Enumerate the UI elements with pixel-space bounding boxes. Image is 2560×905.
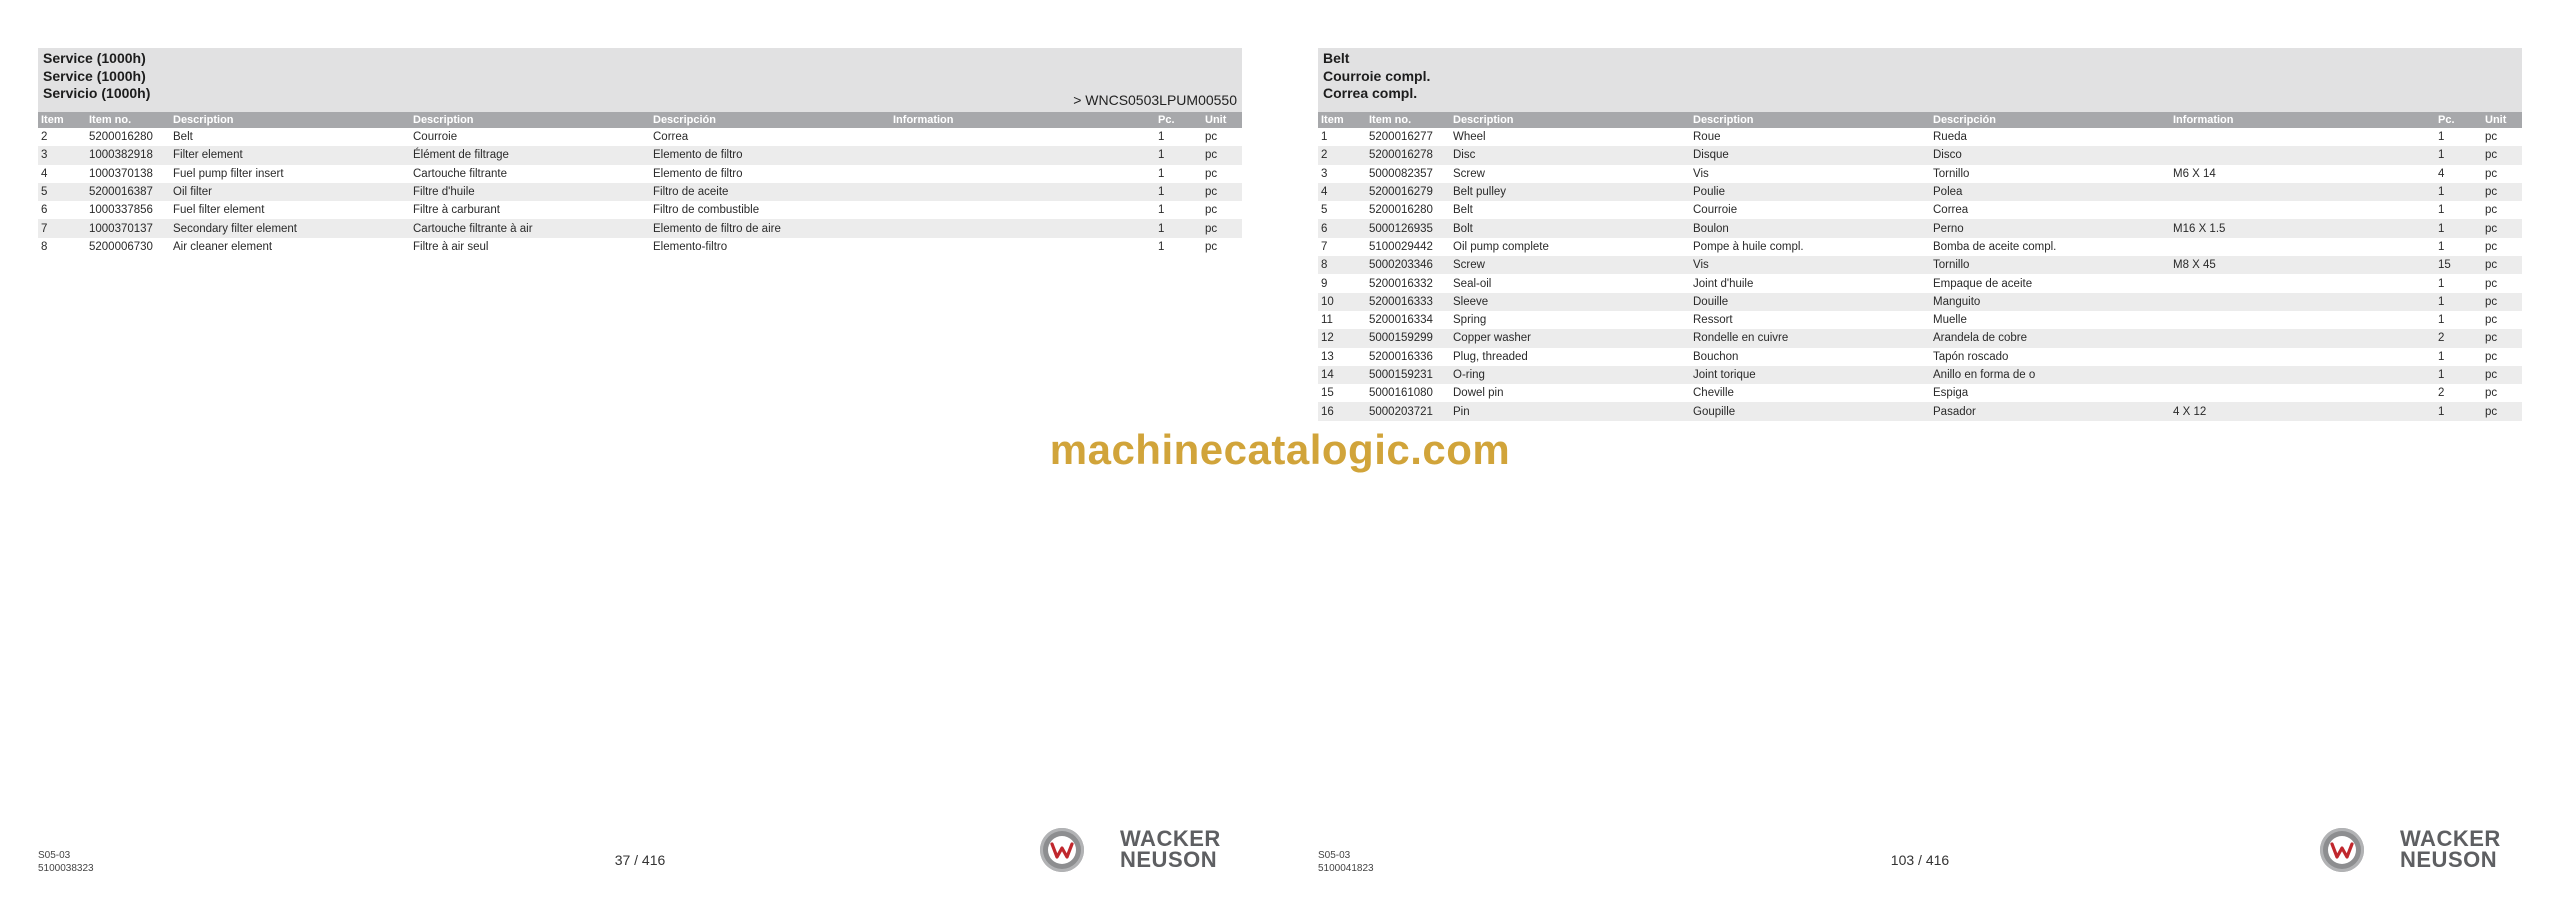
col-description-fr: Filtre à air seul bbox=[410, 238, 650, 256]
col-description-en: Oil pump complete bbox=[1450, 238, 1690, 256]
col-item: 15 bbox=[1318, 384, 1366, 402]
col-unit: pc bbox=[1202, 238, 1242, 256]
col-unit: pc bbox=[2482, 219, 2522, 237]
col-unit: pc bbox=[2482, 256, 2522, 274]
col-item-no: 5000203721 bbox=[1366, 402, 1450, 420]
col-description-es: Elemento de filtro de aire bbox=[650, 219, 890, 237]
brand-wordmark bbox=[2400, 828, 2501, 870]
col-description-en: Belt pulley bbox=[1450, 183, 1690, 201]
column-header-unit: Unit bbox=[1202, 112, 1242, 128]
doc-code-line1: S05-03 bbox=[1318, 850, 1351, 861]
section-title-fr: Courroie compl. bbox=[1323, 67, 1431, 84]
table-row[interactable] bbox=[1318, 384, 2522, 402]
col-item-no: 5200016280 bbox=[1366, 201, 1450, 219]
table-row[interactable] bbox=[38, 238, 1242, 256]
col-item-no: 5200016278 bbox=[1366, 146, 1450, 164]
table-row[interactable] bbox=[1318, 201, 2522, 219]
col-description-fr: Vis bbox=[1690, 256, 1930, 274]
table-row[interactable] bbox=[38, 201, 1242, 219]
col-information bbox=[2170, 274, 2435, 292]
col-item: 7 bbox=[1318, 238, 1366, 256]
table-header-row bbox=[38, 112, 1242, 128]
table-header-row bbox=[1318, 112, 2522, 128]
table-row[interactable] bbox=[1318, 329, 2522, 347]
col-pc: 1 bbox=[2435, 293, 2482, 311]
col-description-en: Disc bbox=[1450, 146, 1690, 164]
doc-code-line2: 5100041823 bbox=[1318, 862, 1374, 874]
col-description-fr: Cartouche filtrante à air bbox=[410, 219, 650, 237]
col-pc: 2 bbox=[2435, 384, 2482, 402]
col-item-no: 5200016336 bbox=[1366, 348, 1450, 366]
col-item: 3 bbox=[38, 146, 86, 164]
col-item: 1 bbox=[1318, 128, 1366, 146]
col-information bbox=[2170, 366, 2435, 384]
col-description-es: Elemento de filtro bbox=[650, 146, 890, 164]
col-information bbox=[2170, 183, 2435, 201]
col-pc: 4 bbox=[2435, 165, 2482, 183]
table-row[interactable] bbox=[1318, 256, 2522, 274]
col-item: 2 bbox=[1318, 146, 1366, 164]
col-description-en: Screw bbox=[1450, 256, 1690, 274]
table-row[interactable] bbox=[1318, 146, 2522, 164]
col-pc: 1 bbox=[1155, 219, 1202, 237]
col-description-fr: Élément de filtrage bbox=[410, 146, 650, 164]
col-description-fr: Courroie bbox=[410, 128, 650, 146]
wacker-neuson-logo-icon bbox=[1040, 828, 1084, 872]
col-item-no: 5000126935 bbox=[1366, 219, 1450, 237]
wacker-neuson-logo-icon bbox=[2320, 828, 2364, 872]
col-unit: pc bbox=[2482, 402, 2522, 420]
section-title-es: Correa compl. bbox=[1323, 85, 1418, 101]
col-unit: pc bbox=[2482, 329, 2522, 347]
col-description-es: Tornillo bbox=[1930, 165, 2170, 183]
column-header-description-fr: Description bbox=[410, 112, 650, 128]
brand-line2: NEUSON bbox=[2400, 847, 2498, 872]
col-information bbox=[890, 201, 1155, 219]
col-description-fr: Bouchon bbox=[1690, 348, 1930, 366]
col-information bbox=[2170, 329, 2435, 347]
col-description-es: Arandela de cobre bbox=[1930, 329, 2170, 347]
col-pc: 1 bbox=[1155, 238, 1202, 256]
col-description-es: Filtro de aceite bbox=[650, 183, 890, 201]
col-unit: pc bbox=[2482, 183, 2522, 201]
col-item: 11 bbox=[1318, 311, 1366, 329]
col-description-es: Empaque de aceite bbox=[1930, 274, 2170, 292]
col-description-fr: Poulie bbox=[1690, 183, 1930, 201]
col-pc: 1 bbox=[1155, 183, 1202, 201]
col-item-no: 5200016387 bbox=[86, 183, 170, 201]
col-description-es: Bomba de aceite compl. bbox=[1930, 238, 2170, 256]
col-unit: pc bbox=[1202, 183, 1242, 201]
col-description-en: O-ring bbox=[1450, 366, 1690, 384]
col-item: 8 bbox=[1318, 256, 1366, 274]
col-description-en: Secondary filter element bbox=[170, 219, 410, 237]
col-description-fr: Filtre d'huile bbox=[410, 183, 650, 201]
section-title-band bbox=[1318, 48, 2522, 112]
col-unit: pc bbox=[1202, 165, 1242, 183]
table-row[interactable] bbox=[1318, 348, 2522, 366]
col-item: 8 bbox=[38, 238, 86, 256]
col-description-es: Tapón roscado bbox=[1930, 348, 2170, 366]
col-information bbox=[2170, 146, 2435, 164]
col-item-no: 5000203346 bbox=[1366, 256, 1450, 274]
table-row[interactable] bbox=[1318, 366, 2522, 384]
col-pc: 1 bbox=[1155, 201, 1202, 219]
table-row[interactable] bbox=[1318, 219, 2522, 237]
col-description-en: Fuel pump filter insert bbox=[170, 165, 410, 183]
col-item: 3 bbox=[1318, 165, 1366, 183]
col-information bbox=[2170, 311, 2435, 329]
column-header-information: Information bbox=[890, 112, 1155, 128]
col-description-es: Disco bbox=[1930, 146, 2170, 164]
col-pc: 1 bbox=[2435, 128, 2482, 146]
col-description-fr: Roue bbox=[1690, 128, 1930, 146]
col-description-fr: Vis bbox=[1690, 165, 1930, 183]
col-description-en: Dowel pin bbox=[1450, 384, 1690, 402]
col-item-no: 1000370137 bbox=[86, 219, 170, 237]
table-row[interactable] bbox=[1318, 293, 2522, 311]
col-description-en: Fuel filter element bbox=[170, 201, 410, 219]
col-pc: 1 bbox=[2435, 311, 2482, 329]
col-description-en: Screw bbox=[1450, 165, 1690, 183]
col-unit: pc bbox=[2482, 384, 2522, 402]
col-pc: 1 bbox=[2435, 366, 2482, 384]
parts-table bbox=[1318, 112, 2522, 421]
col-pc: 2 bbox=[2435, 329, 2482, 347]
col-item: 4 bbox=[38, 165, 86, 183]
col-description-en: Air cleaner element bbox=[170, 238, 410, 256]
col-unit: pc bbox=[2482, 293, 2522, 311]
col-description-fr: Ressort bbox=[1690, 311, 1930, 329]
col-description-en: Spring bbox=[1450, 311, 1690, 329]
col-description-en: Wheel bbox=[1450, 128, 1690, 146]
col-unit: pc bbox=[2482, 274, 2522, 292]
col-item: 14 bbox=[1318, 366, 1366, 384]
col-pc: 1 bbox=[1155, 165, 1202, 183]
col-information bbox=[890, 183, 1155, 201]
col-description-en: Oil filter bbox=[170, 183, 410, 201]
col-information bbox=[890, 146, 1155, 164]
col-item: 16 bbox=[1318, 402, 1366, 420]
col-description-fr: Cartouche filtrante bbox=[410, 165, 650, 183]
col-description-fr: Goupille bbox=[1690, 402, 1930, 420]
col-unit: pc bbox=[2482, 146, 2522, 164]
reference-link[interactable]: > WNCS0503LPUM00550 bbox=[1073, 92, 1237, 108]
col-description-fr: Joint d'huile bbox=[1690, 274, 1930, 292]
column-header-information: Information bbox=[2170, 112, 2435, 128]
col-pc: 1 bbox=[2435, 238, 2482, 256]
col-information: M8 X 45 bbox=[2170, 256, 2435, 274]
col-description-en: Belt bbox=[170, 128, 410, 146]
col-unit: pc bbox=[2482, 201, 2522, 219]
col-item-no: 5000159231 bbox=[1366, 366, 1450, 384]
col-unit: pc bbox=[1202, 219, 1242, 237]
col-information bbox=[2170, 238, 2435, 256]
table-row[interactable] bbox=[1318, 274, 2522, 292]
col-unit: pc bbox=[1202, 201, 1242, 219]
col-item: 7 bbox=[38, 219, 86, 237]
page-number: 103 / 416 bbox=[1890, 852, 1950, 868]
col-description-es: Tornillo bbox=[1930, 256, 2170, 274]
col-item: 4 bbox=[1318, 183, 1366, 201]
table-row[interactable] bbox=[38, 219, 1242, 237]
section-title-es: Servicio (1000h) bbox=[43, 85, 151, 101]
col-item-no: 5200016280 bbox=[86, 128, 170, 146]
col-description-es: Elemento de filtro bbox=[650, 165, 890, 183]
col-item-no: 1000382918 bbox=[86, 146, 170, 164]
column-header-item: Item bbox=[1318, 112, 1366, 128]
col-information bbox=[2170, 201, 2435, 219]
col-unit: pc bbox=[2482, 366, 2522, 384]
col-description-en: Plug, threaded bbox=[1450, 348, 1690, 366]
col-information: M16 X 1.5 bbox=[2170, 219, 2435, 237]
table-row[interactable] bbox=[38, 146, 1242, 164]
col-description-es: Perno bbox=[1930, 219, 2170, 237]
col-pc: 1 bbox=[2435, 146, 2482, 164]
col-description-es: Muelle bbox=[1930, 311, 2170, 329]
brand-line2: NEUSON bbox=[1120, 847, 1218, 872]
col-description-es: Anillo en forma de o bbox=[1930, 366, 2170, 384]
col-unit: pc bbox=[2482, 311, 2522, 329]
col-description-es: Filtro de combustible bbox=[650, 201, 890, 219]
col-description-es: Manguito bbox=[1930, 293, 2170, 311]
col-unit: pc bbox=[2482, 165, 2522, 183]
col-information bbox=[890, 219, 1155, 237]
column-header-description-es: Descripción bbox=[1930, 112, 2170, 128]
doc-code-line2: 5100038323 bbox=[38, 862, 94, 874]
col-information bbox=[2170, 384, 2435, 402]
col-information: M6 X 14 bbox=[2170, 165, 2435, 183]
col-description-en: Seal-oil bbox=[1450, 274, 1690, 292]
col-information bbox=[2170, 293, 2435, 311]
column-header-item: Item bbox=[38, 112, 86, 128]
page-number: 37 / 416 bbox=[614, 852, 666, 868]
col-unit: pc bbox=[2482, 238, 2522, 256]
col-item: 10 bbox=[1318, 293, 1366, 311]
col-item-no: 5000161080 bbox=[1366, 384, 1450, 402]
col-item-no: 1000337856 bbox=[86, 201, 170, 219]
column-header-pc: Pc. bbox=[1155, 112, 1202, 128]
col-pc: 1 bbox=[2435, 348, 2482, 366]
col-information: 4 X 12 bbox=[2170, 402, 2435, 420]
col-item-no: 5200006730 bbox=[86, 238, 170, 256]
col-item-no: 5200016333 bbox=[1366, 293, 1450, 311]
col-description-en: Bolt bbox=[1450, 219, 1690, 237]
col-item-no: 5100029442 bbox=[1366, 238, 1450, 256]
col-pc: 1 bbox=[2435, 274, 2482, 292]
column-header-item-no: Item no. bbox=[1366, 112, 1450, 128]
table-row[interactable] bbox=[38, 165, 1242, 183]
col-item-no: 5200016279 bbox=[1366, 183, 1450, 201]
table-row[interactable] bbox=[1318, 165, 2522, 183]
col-item: 2 bbox=[38, 128, 86, 146]
col-unit: pc bbox=[2482, 348, 2522, 366]
col-information bbox=[2170, 128, 2435, 146]
col-description-fr: Disque bbox=[1690, 146, 1930, 164]
col-pc: 15 bbox=[2435, 256, 2482, 274]
col-pc: 1 bbox=[2435, 183, 2482, 201]
section-title-band bbox=[38, 48, 1242, 112]
col-description-en: Copper washer bbox=[1450, 329, 1690, 347]
table-row[interactable] bbox=[38, 183, 1242, 201]
col-information bbox=[890, 238, 1155, 256]
column-header-description-en: Description bbox=[170, 112, 410, 128]
column-header-item-no: Item no. bbox=[86, 112, 170, 128]
col-description-en: Sleeve bbox=[1450, 293, 1690, 311]
col-item-no: 5000082357 bbox=[1366, 165, 1450, 183]
col-item-no: 5000159299 bbox=[1366, 329, 1450, 347]
col-description-en: Pin bbox=[1450, 402, 1690, 420]
col-unit: pc bbox=[2482, 128, 2522, 146]
col-pc: 1 bbox=[2435, 201, 2482, 219]
col-item: 9 bbox=[1318, 274, 1366, 292]
section-title-fr: Service (1000h) bbox=[43, 67, 146, 84]
col-description-fr: Boulon bbox=[1690, 219, 1930, 237]
col-description-es: Espiga bbox=[1930, 384, 2170, 402]
col-description-fr: Rondelle en cuivre bbox=[1690, 329, 1930, 347]
col-pc: 1 bbox=[1155, 128, 1202, 146]
col-item-no: 5200016277 bbox=[1366, 128, 1450, 146]
doc-code-line1: S05-03 bbox=[38, 850, 71, 861]
col-description-en: Belt bbox=[1450, 201, 1690, 219]
col-description-fr: Pompe à huile compl. bbox=[1690, 238, 1930, 256]
col-item: 6 bbox=[1318, 219, 1366, 237]
col-information bbox=[890, 128, 1155, 146]
col-item: 5 bbox=[1318, 201, 1366, 219]
column-header-description-es: Descripción bbox=[650, 112, 890, 128]
col-unit: pc bbox=[1202, 146, 1242, 164]
col-description-fr: Filtre à carburant bbox=[410, 201, 650, 219]
table-row[interactable] bbox=[1318, 128, 2522, 146]
table-row[interactable] bbox=[1318, 402, 2522, 420]
col-item: 12 bbox=[1318, 329, 1366, 347]
col-description-es: Polea bbox=[1930, 183, 2170, 201]
watermark-text[interactable]: machinecatalogic.com bbox=[1049, 426, 1511, 473]
column-header-description-en: Description bbox=[1450, 112, 1690, 128]
col-unit: pc bbox=[1202, 128, 1242, 146]
column-header-unit: Unit bbox=[2482, 112, 2522, 128]
brand-line1: WACKER bbox=[2400, 826, 2501, 851]
col-description-fr: Douille bbox=[1690, 293, 1930, 311]
brand-line1: WACKER bbox=[1120, 826, 1221, 851]
col-pc: 1 bbox=[2435, 402, 2482, 420]
col-description-es: Rueda bbox=[1930, 128, 2170, 146]
section-title-en: Service (1000h) bbox=[43, 50, 146, 66]
col-item: 13 bbox=[1318, 348, 1366, 366]
col-item-no: 1000370138 bbox=[86, 165, 170, 183]
col-item-no: 5200016334 bbox=[1366, 311, 1450, 329]
col-item-no: 5200016332 bbox=[1366, 274, 1450, 292]
table-row[interactable] bbox=[1318, 238, 2522, 256]
brand-wordmark bbox=[1120, 828, 1221, 870]
col-item: 6 bbox=[38, 201, 86, 219]
col-description-es: Correa bbox=[650, 128, 890, 146]
col-description-en: Filter element bbox=[170, 146, 410, 164]
col-description-es: Correa bbox=[1930, 201, 2170, 219]
col-description-fr: Joint torique bbox=[1690, 366, 1930, 384]
column-header-pc: Pc. bbox=[2435, 112, 2482, 128]
parts-table bbox=[38, 112, 1242, 256]
section-title-en: Belt bbox=[1323, 50, 1350, 66]
column-header-description-fr: Description bbox=[1690, 112, 1930, 128]
table-row[interactable] bbox=[1318, 311, 2522, 329]
col-pc: 1 bbox=[1155, 146, 1202, 164]
table-row[interactable] bbox=[38, 128, 1242, 146]
col-description-fr: Cheville bbox=[1690, 384, 1930, 402]
col-description-es: Pasador bbox=[1930, 402, 2170, 420]
table-row[interactable] bbox=[1318, 183, 2522, 201]
col-information bbox=[2170, 348, 2435, 366]
col-pc: 1 bbox=[2435, 219, 2482, 237]
col-description-fr: Courroie bbox=[1690, 201, 1930, 219]
col-item: 5 bbox=[38, 183, 86, 201]
col-information bbox=[890, 165, 1155, 183]
col-description-es: Elemento-filtro bbox=[650, 238, 890, 256]
